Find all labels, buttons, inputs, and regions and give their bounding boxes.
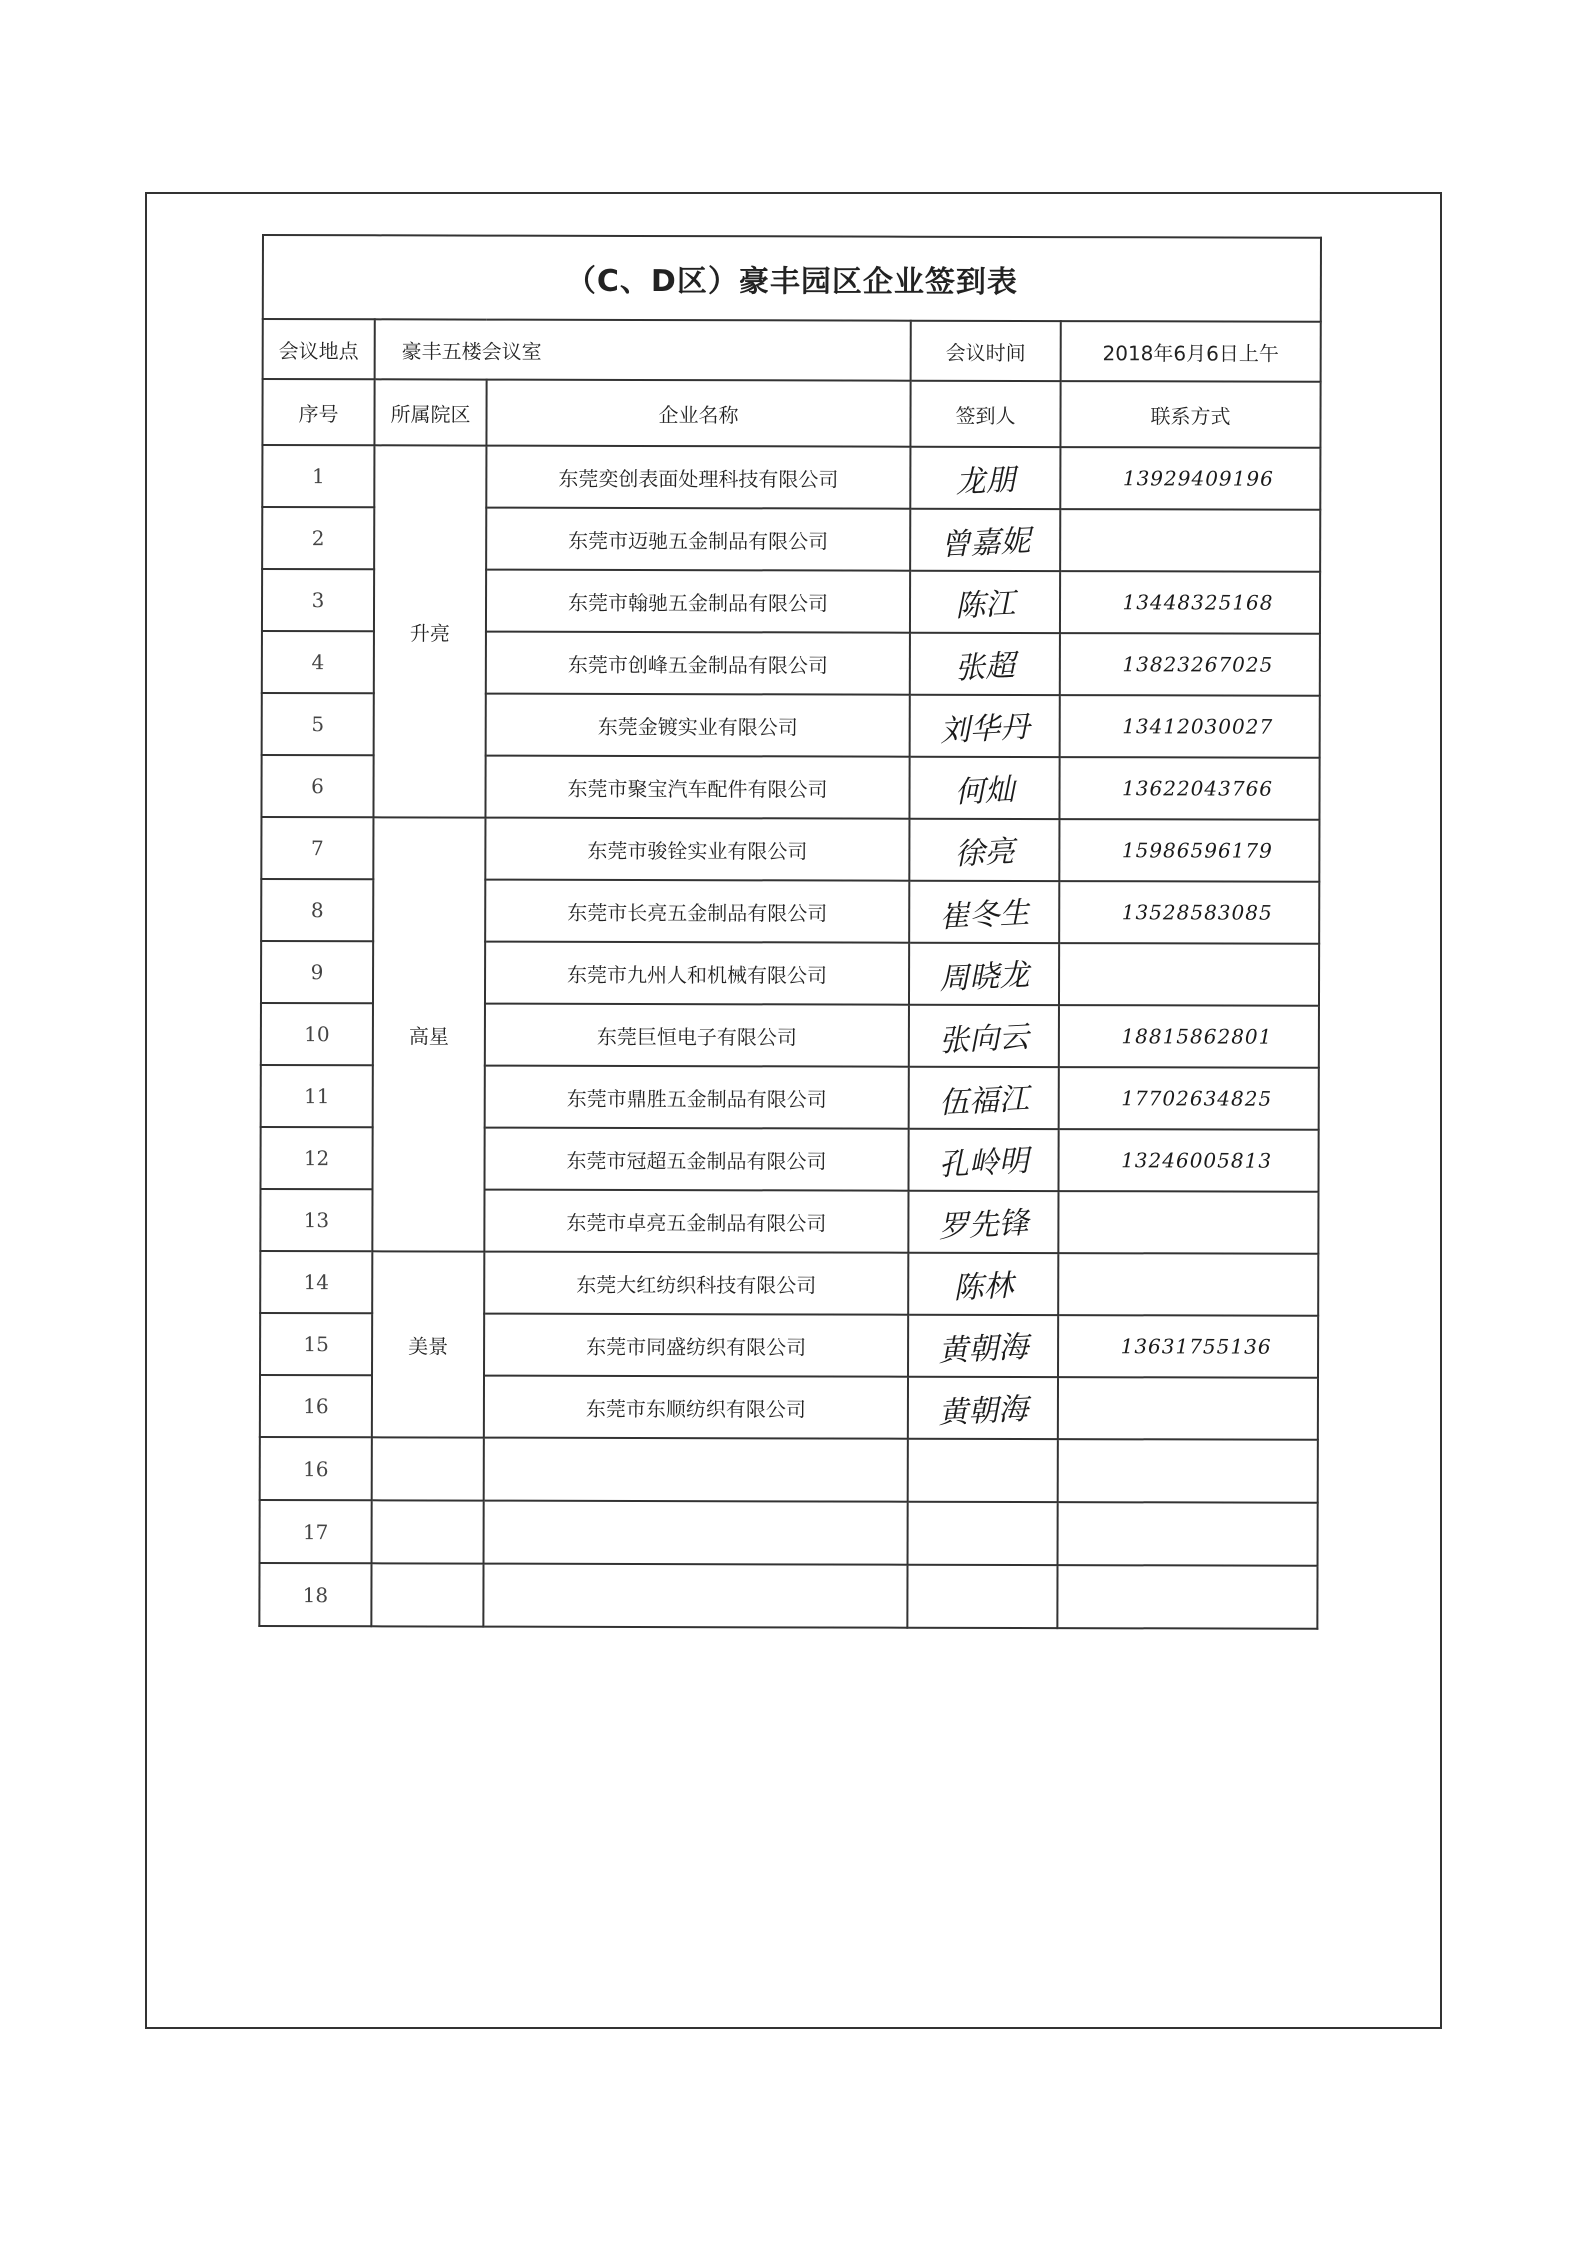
row-number: 18 xyxy=(259,1563,371,1626)
contact-phone xyxy=(1058,1502,1318,1566)
table-row xyxy=(260,1437,1318,1503)
row-number: 6 xyxy=(261,755,373,817)
time-label: 会议时间 xyxy=(911,321,1061,381)
row-number: 4 xyxy=(262,631,374,693)
table-row xyxy=(260,1251,1318,1316)
company-name: 东莞市冠超五金制品有限公司 xyxy=(484,1128,908,1191)
table-row xyxy=(259,1563,1317,1629)
row-number: 15 xyxy=(260,1313,372,1375)
header-phone: 联系方式 xyxy=(1060,381,1320,448)
row-number: 16 xyxy=(260,1375,372,1437)
company-name xyxy=(484,1438,908,1502)
company-name: 东莞市九州人和机械有限公司 xyxy=(485,942,909,1005)
company-name: 东莞市迈驰五金制品有限公司 xyxy=(486,508,910,571)
area-group: 美景 xyxy=(372,1251,484,1437)
handwritten-signature: 陈林 xyxy=(952,1268,1015,1307)
signer-cell xyxy=(910,695,1060,757)
row-number: 14 xyxy=(260,1251,372,1313)
company-name: 东莞市翰驰五金制品有限公司 xyxy=(486,570,910,633)
handwritten-signature: 伍福江 xyxy=(938,1081,1030,1122)
signer-cell xyxy=(910,571,1060,633)
company-name: 东莞市同盛纺织有限公司 xyxy=(484,1314,908,1377)
header-no: 序号 xyxy=(262,379,374,445)
contact-phone: 13412030027 xyxy=(1060,695,1320,758)
row-number: 7 xyxy=(261,817,373,879)
signer-cell xyxy=(910,633,1060,695)
handwritten-signature: 周晓龙 xyxy=(938,957,1031,998)
contact-phone xyxy=(1058,1253,1318,1316)
area-cell xyxy=(372,1437,484,1500)
signer-cell xyxy=(909,1005,1059,1067)
contact-phone xyxy=(1059,943,1319,1006)
company-name xyxy=(484,1501,908,1565)
company-name: 东莞奕创表面处理科技有限公司 xyxy=(486,446,910,509)
company-name: 东莞金镀实业有限公司 xyxy=(486,694,910,757)
row-number: 11 xyxy=(261,1065,373,1127)
handwritten-signature: 何灿 xyxy=(953,772,1016,811)
signer-cell xyxy=(909,819,1059,881)
header-company: 企业名称 xyxy=(486,380,910,447)
header-signer: 签到人 xyxy=(910,381,1060,447)
location-label: 会议地点 xyxy=(263,319,375,379)
handwritten-signature: 张超 xyxy=(954,648,1016,687)
signer-cell xyxy=(908,1439,1058,1502)
signer-cell xyxy=(909,943,1059,1005)
sign-in-table xyxy=(258,234,1322,1630)
handwritten-signature: 陈江 xyxy=(954,586,1017,625)
contact-phone xyxy=(1057,1565,1317,1629)
row-number: 17 xyxy=(260,1500,372,1563)
signer-cell xyxy=(908,1502,1058,1565)
signer-cell xyxy=(910,447,1060,509)
contact-phone: 18815862801 xyxy=(1059,1005,1319,1068)
time-value: 2018年6月6日上午 xyxy=(1061,321,1321,382)
contact-phone xyxy=(1058,1439,1318,1503)
row-number: 2 xyxy=(262,507,374,569)
area-group: 升亮 xyxy=(373,445,486,817)
row-number: 12 xyxy=(260,1127,372,1189)
signer-cell xyxy=(908,1377,1058,1439)
handwritten-signature: 龙朋 xyxy=(954,462,1017,501)
contact-phone: 13631755136 xyxy=(1058,1315,1318,1378)
company-name: 东莞市东顺纺织有限公司 xyxy=(484,1376,908,1439)
row-number: 1 xyxy=(262,445,374,507)
signer-cell xyxy=(907,1565,1057,1628)
table-row xyxy=(261,817,1319,882)
signer-cell xyxy=(909,1067,1059,1129)
signer-cell xyxy=(908,1191,1058,1253)
company-name: 东莞市卓亮五金制品有限公司 xyxy=(484,1190,908,1253)
company-name: 东莞市鼎胜五金制品有限公司 xyxy=(485,1066,909,1129)
contact-phone: 17702634825 xyxy=(1059,1067,1319,1130)
company-name: 东莞巨恒电子有限公司 xyxy=(485,1004,909,1067)
handwritten-signature: 徐亮 xyxy=(953,834,1016,873)
row-number: 8 xyxy=(261,879,373,941)
company-name: 东莞市聚宝汽车配件有限公司 xyxy=(485,756,909,819)
handwritten-signature: 孔岭明 xyxy=(937,1143,1030,1184)
area-cell xyxy=(372,1500,484,1563)
handwritten-signature: 黄朝海 xyxy=(937,1391,1029,1432)
handwritten-signature: 黄朝海 xyxy=(937,1329,1030,1370)
signer-cell xyxy=(908,1253,1058,1315)
contact-phone: 13823267025 xyxy=(1060,633,1320,696)
handwritten-signature: 罗先锋 xyxy=(937,1205,1030,1246)
area-group: 高星 xyxy=(372,817,485,1251)
contact-phone: 13929409196 xyxy=(1060,447,1320,510)
contact-phone: 13622043766 xyxy=(1059,757,1319,820)
sheet-title: （C、D区）豪丰园区企业签到表 xyxy=(263,235,1321,322)
signer-cell xyxy=(909,881,1059,943)
row-number: 9 xyxy=(261,941,373,1003)
table-row xyxy=(262,445,1320,510)
signer-cell xyxy=(908,1129,1058,1191)
row-number: 5 xyxy=(262,693,374,755)
contact-phone: 13448325168 xyxy=(1060,571,1320,634)
row-number: 3 xyxy=(262,569,374,631)
company-name xyxy=(483,1564,907,1628)
company-name: 东莞市长亮五金制品有限公司 xyxy=(485,880,909,943)
contact-phone xyxy=(1058,1191,1318,1254)
company-name: 东莞大红纺织科技有限公司 xyxy=(484,1252,908,1315)
signer-cell xyxy=(910,509,1060,571)
row-number: 13 xyxy=(260,1189,372,1251)
contact-phone xyxy=(1058,1377,1318,1440)
header-area: 所属院区 xyxy=(374,379,486,445)
row-number: 10 xyxy=(261,1003,373,1065)
company-name: 东莞市创峰五金制品有限公司 xyxy=(486,632,910,695)
area-cell xyxy=(371,1563,483,1626)
handwritten-signature: 张向云 xyxy=(938,1019,1030,1060)
contact-phone: 13528583085 xyxy=(1059,881,1319,944)
company-name: 东莞市骏铨实业有限公司 xyxy=(485,818,909,881)
contact-phone: 13246005813 xyxy=(1058,1129,1318,1192)
contact-phone: 15986596179 xyxy=(1059,819,1319,882)
location-value: 豪丰五楼会议室 xyxy=(375,319,911,380)
handwritten-signature: 崔冬生 xyxy=(938,895,1031,936)
signer-cell xyxy=(908,1315,1058,1377)
signer-cell xyxy=(909,757,1059,819)
handwritten-signature: 曾嘉妮 xyxy=(939,523,1032,564)
table-row xyxy=(260,1500,1318,1566)
contact-phone xyxy=(1060,509,1320,572)
handwritten-signature: 刘华丹 xyxy=(939,709,1031,750)
row-number: 16 xyxy=(260,1437,372,1500)
